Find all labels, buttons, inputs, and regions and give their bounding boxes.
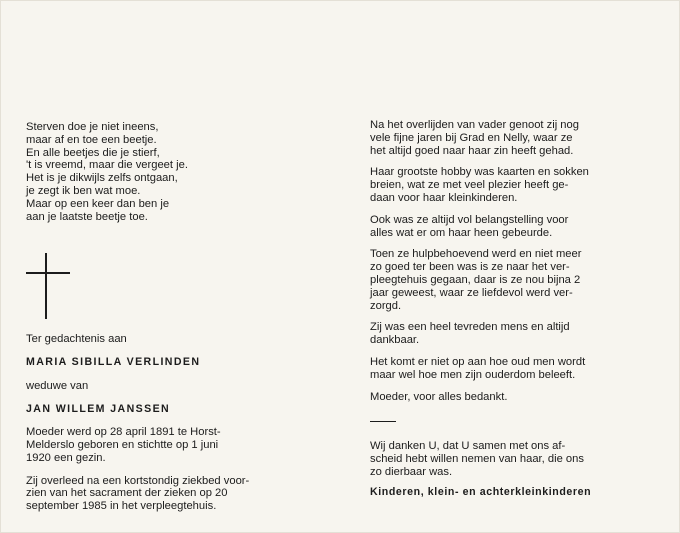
paragraph-line: zorgd.: [370, 299, 402, 312]
intro-text: Ter gedachtenis aan: [26, 333, 127, 345]
poem: [26, 121, 296, 223]
paragraph-line: daan voor haar kleinkinderen.: [370, 191, 518, 204]
story-paragraph: [370, 248, 640, 312]
poem-line: En alle beetjes die je stierf,: [26, 146, 160, 159]
paragraph-line: het altijd goed naar haar zin heeft gehad.: [370, 144, 574, 157]
paragraph-line: zo dierbaar was.: [370, 465, 453, 478]
story-paragraph: [370, 321, 640, 347]
paragraph-line: jaar geweest, waar ze liefdevol werd ver-: [370, 286, 573, 299]
paragraph-line: vele fijne jaren bij Grad en Nelly, waar ze: [370, 131, 573, 144]
paragraph-line: Zij overleed na een kortstondig ziekbed voor-: [26, 474, 250, 487]
paragraph-line: Zij was een heel tevreden mens en altijd: [370, 321, 570, 334]
paragraph-line: Moeder werd op 28 april 1891 te Horst-: [26, 426, 221, 439]
paragraph-line: maar wel hoe men zijn ouderdom beleeft.: [370, 368, 576, 381]
paragraph-line: alles wat er om haar heen gebeurde.: [370, 226, 553, 239]
deceased-name: MARIA SIBILLA VERLINDEN: [26, 355, 201, 368]
paragraph-line: Haar grootste hobby was kaarten en sokken: [370, 166, 589, 179]
story-paragraph: [370, 391, 640, 404]
paragraph-line: zo goed ter been was is ze naar het ver-: [370, 261, 570, 274]
poem-line: je zegt ik ben wat moe.: [26, 184, 141, 197]
paragraph-line: 1920 een gezin.: [26, 451, 106, 464]
paragraph-line: Wij danken U, dat U samen met ons af-: [370, 440, 566, 453]
signature: Kinderen, klein- en achterkleinkinderen: [370, 485, 592, 498]
story-paragraph: [370, 214, 640, 240]
poem-line: maar af en toe een beetje.: [26, 133, 157, 146]
paragraph-line: Het komt er niet op aan hoe oud men wordt: [370, 355, 586, 368]
poem-line: 't is vreemd, maar die vergeet je.: [26, 159, 188, 172]
poem-line: Het is je dikwijls zelfs ontgaan,: [26, 172, 178, 185]
story-paragraph: [370, 119, 640, 157]
death-paragraph: [26, 475, 296, 513]
memorial-details: [26, 333, 296, 513]
thanks-paragraph: [370, 440, 640, 478]
paragraph-line: Ook was ze altijd vol belangstelling voor: [370, 213, 569, 226]
birth-paragraph: [26, 426, 296, 464]
poem-line: Maar op een keer dan ben je: [26, 197, 170, 210]
paragraph-line: pleegtehuis gegaan, daar is ze nou bijna 2: [370, 273, 581, 286]
paragraph-line: Na het overlijden van vader genoot zij nog: [370, 119, 579, 131]
relation-text: weduwe van: [26, 379, 89, 392]
story-paragraph: [370, 166, 640, 204]
paragraph-line: Moeder, voor alles bedankt.: [370, 390, 508, 403]
paragraph-line: zien van het sacrament der zieken op 20: [26, 487, 228, 500]
paragraph-line: Melderslo geboren en stichtte op 1 juni: [26, 438, 219, 451]
life-story: [370, 119, 640, 499]
paragraph-line: september 1985 in het verpleegtehuis.: [26, 500, 217, 513]
paragraph-line: scheid hebt willen nemen van haar, die ons: [370, 453, 584, 466]
spouse-name: JAN WILLEM JANSSEN: [26, 403, 171, 416]
paragraph-line: breien, wat ze met veel plezier heeft ge-: [370, 179, 569, 192]
poem-line: aan je laatste beetje toe.: [26, 210, 148, 223]
paragraph-line: dankbaar.: [370, 334, 420, 347]
cross-icon: [26, 253, 70, 319]
paragraph-line: Toen ze hulpbehoevend werd en niet meer: [370, 248, 582, 261]
story-paragraph: [370, 356, 640, 382]
poem-line: Sterven doe je niet ineens,: [26, 121, 159, 133]
divider: [370, 421, 396, 422]
